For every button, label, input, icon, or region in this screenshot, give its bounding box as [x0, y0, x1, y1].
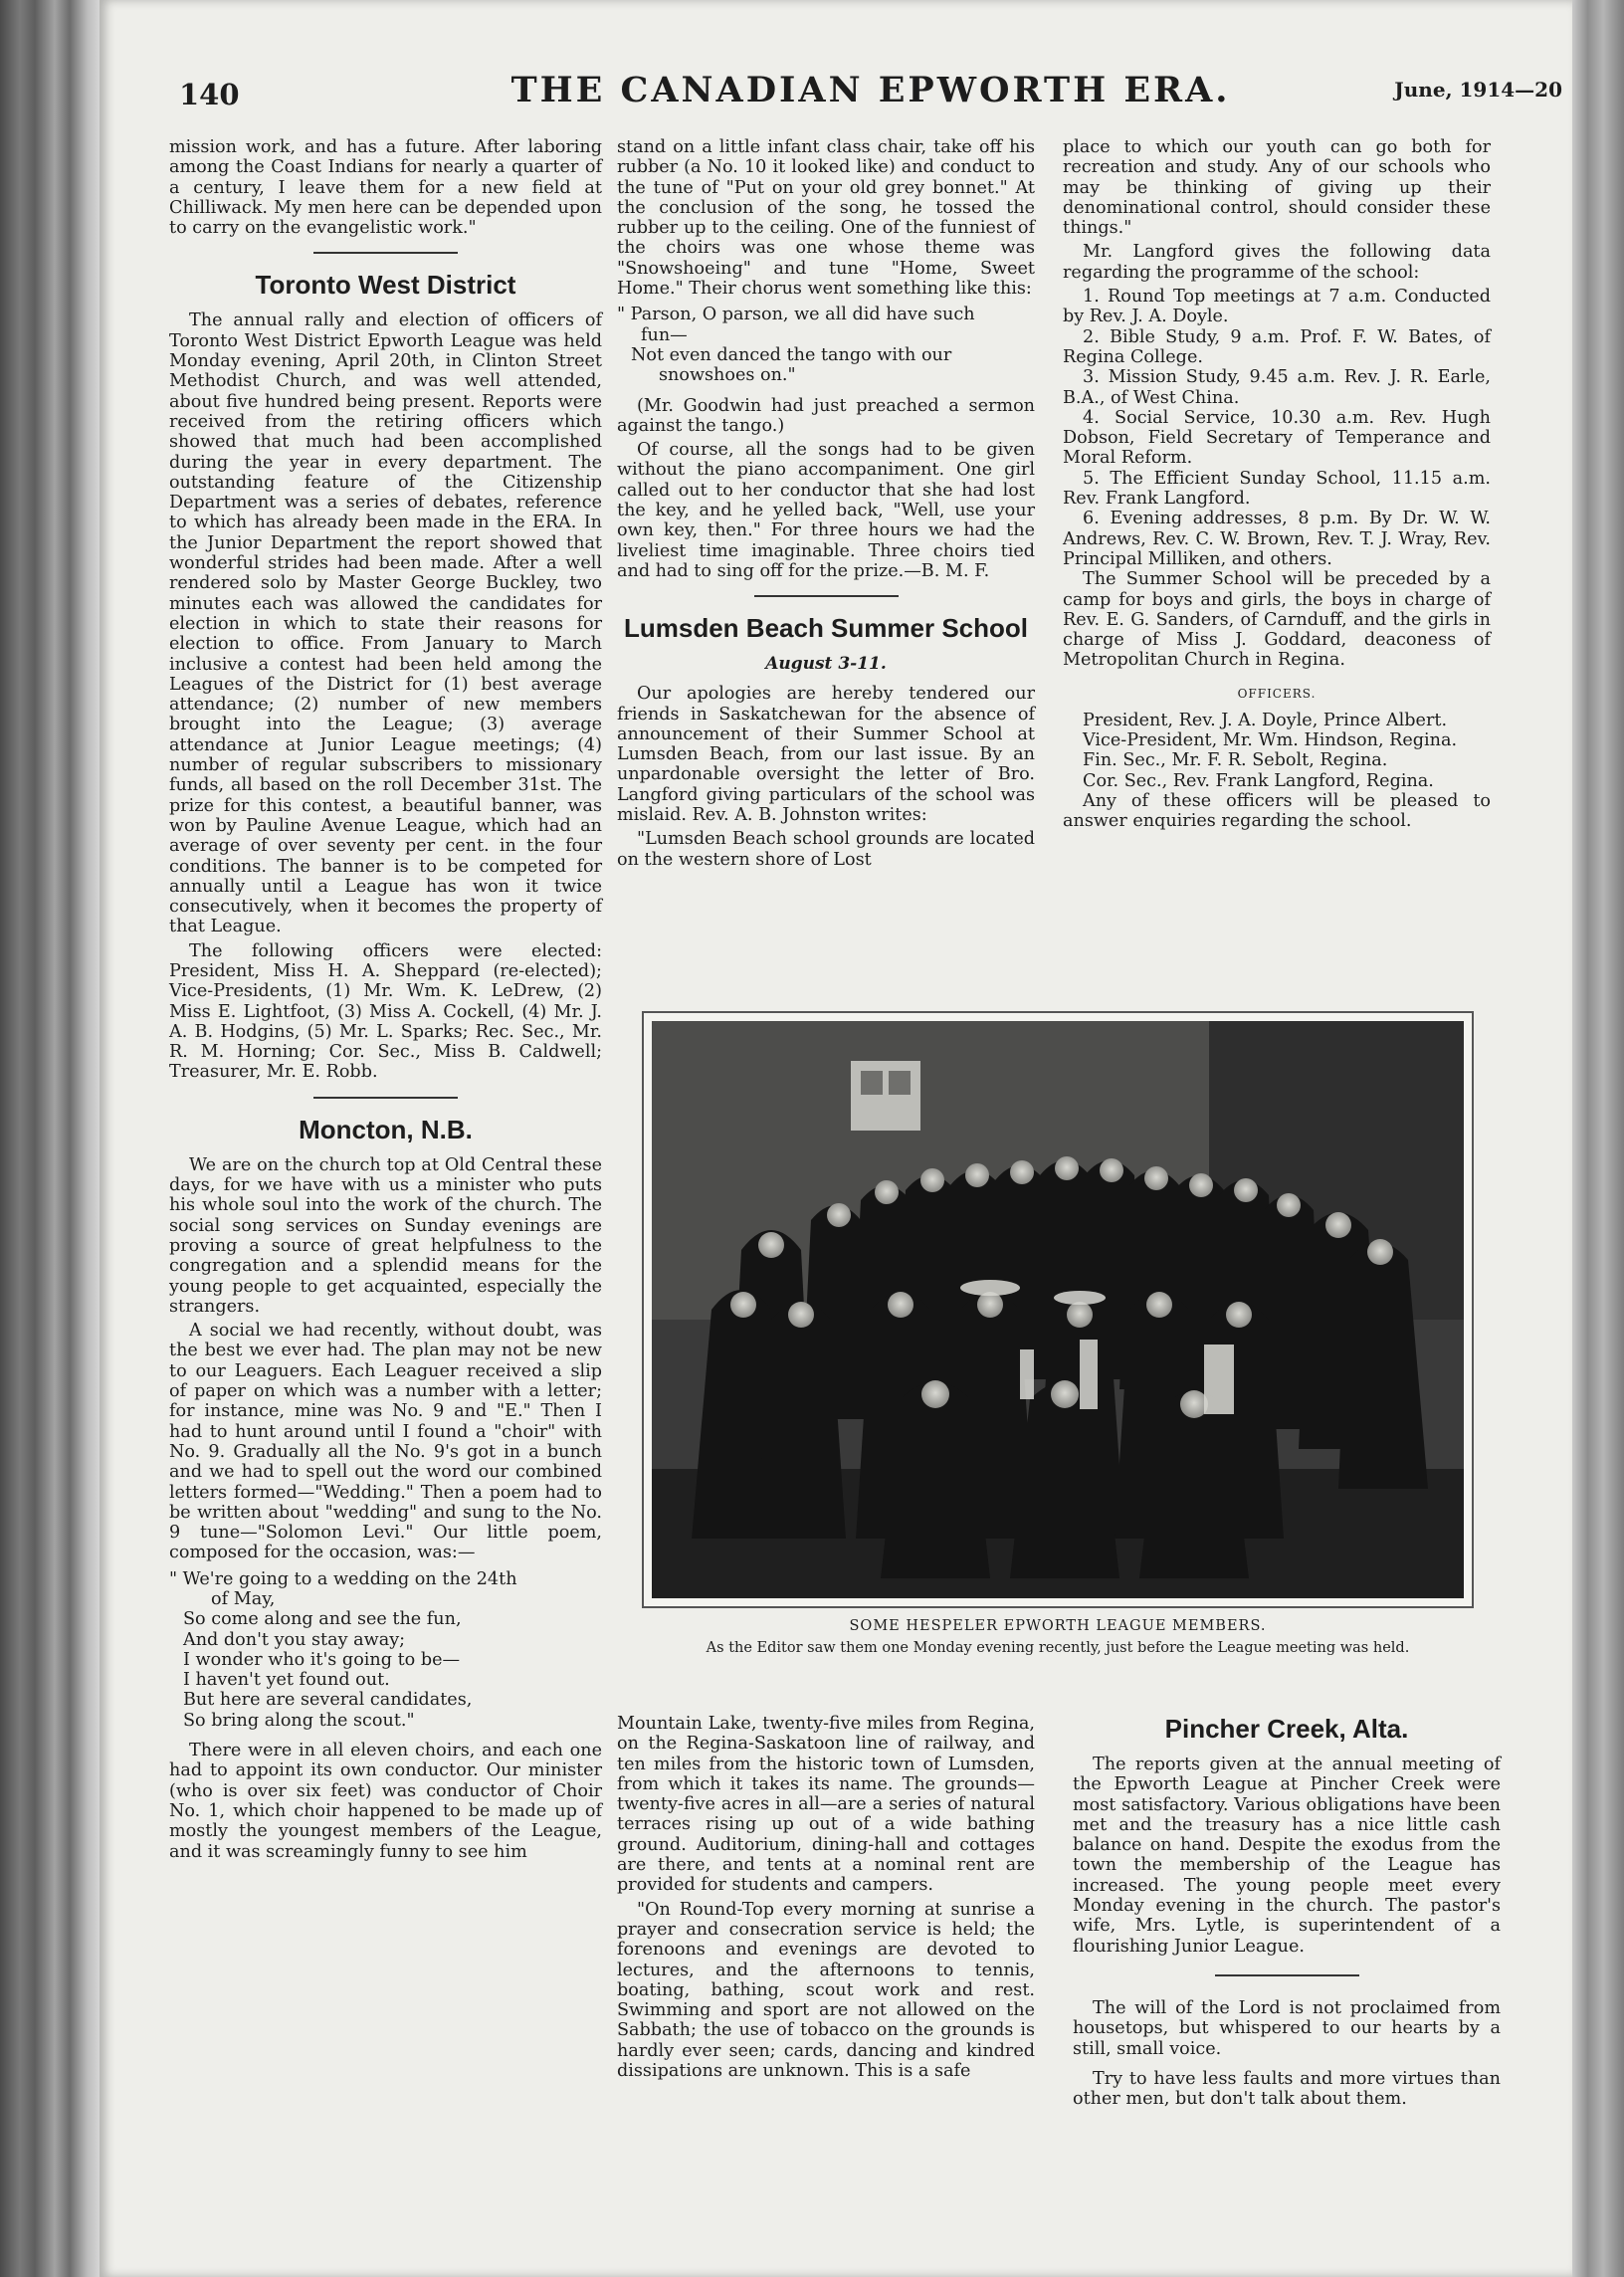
- paragraph: (Mr. Goodwin had just preached a sermon against the tango.): [617, 395, 1035, 436]
- section-title-lumsden: Lumsden Beach Summer School: [624, 613, 1028, 644]
- column-3-continued: [1073, 1714, 1501, 2113]
- officer-entry: President, Rev. J. A. Doyle, Prince Albert.: [1083, 710, 1448, 730]
- paragraph: We are on the church top at Old Central these days, for we have with us a minister who puts his whole soul into the work of the church. The social song services on Sunday evenings are proving a source of great helpfulness to the congregation and a splendid means for the young people to get acquainted, especially the strangers.: [169, 1154, 602, 1317]
- page-edge: [1572, 0, 1624, 2277]
- photo-caption: [642, 1618, 1474, 1656]
- officer-entry: Cor. Sec., Rev. Frank Langford, Regina.: [1083, 770, 1434, 791]
- poem-line: " We're going to a wedding on the 24th: [169, 1568, 517, 1589]
- group-photo-frame: [642, 1011, 1474, 1608]
- paragraph: The annual rally and election of officers of Toronto West District Epworth League was held Monday evening, April 20th, in Clinton Street Methodist Church, and was well attended, about five hundred being present. Reports were received from the retiring officers which showed that much had been accomplished during the year in every department. The outstanding feature of the Citizenship Department was a series of debates, reference to which has already been made in the ERA. In the Junior Department the report showed that wonderful strides had been made. After a well rendered solo by Master George Buckley, two minutes each was allowed the candidates for election in which to state their reasons for election to office. From January to March inclusive a contest had been held among the Leagues of the District for (1) best average attendance; (2) number of new members brought into the League; (3) average attendance at Junior League meetings; (4) number of regular subscribers to missionary funds, all based on the roll December 31st. The prize for this contest, a beautiful banner, was won by Pauline Avenue League, which had an average of over seventy per cent. in the four conditions. The banner is to be competed for annually until a League has won it twice consecutively, when it becomes the property of that League.: [169, 310, 602, 937]
- poem-line: of May,: [211, 1589, 276, 1609]
- section-title-toronto: Toronto West District: [255, 270, 516, 301]
- snowshoe-chorus: [617, 305, 1035, 385]
- programme-item: 5. The Efficient Sunday School, 11.15 a.m. Rev. Frank Langford.: [1063, 468, 1491, 510]
- chorus-line: fun—: [641, 324, 688, 345]
- section-divider: [754, 595, 899, 597]
- page-header: [179, 68, 1562, 117]
- chorus-line: snowshoes on.": [659, 365, 796, 386]
- paragraph: place to which our youth can go both for recreation and study. Any of our schools who may be thinking of giving up their denominational control, should consider these things.": [1063, 137, 1491, 239]
- column-2-continued: [617, 1714, 1035, 2085]
- magazine-page: [100, 0, 1572, 2277]
- paragraph: Our apologies are hereby tendered our friends in Saskatchewan for the absence of announcement of their Summer School at Lumsden Beach, from our last issue. By an unpardonable oversight the letter of Bro. Langford giving particulars of the school was mislaid. Rev. A. B. Johnston writes:: [617, 684, 1035, 826]
- group-photo-image: [652, 1021, 1464, 1598]
- poem-line: So come along and see the fun,: [183, 1609, 462, 1630]
- group-photo: [652, 1021, 1464, 1598]
- masthead-title: THE CANADIAN EPWORTH ERA.: [510, 70, 1231, 110]
- officer-entry: Vice-President, Mr. Wm. Hindson, Regina.: [1083, 730, 1458, 751]
- section-divider: [1215, 1974, 1359, 1976]
- section-divider: [313, 1097, 458, 1099]
- paragraph: The reports given at the annual meeting of the Epworth League at Pincher Creek were most satisfactory. Various obligations have been met and the treasury has a nice little cash balance on hand. Despite the exodus from the town the membership of the League has increased. The young people meet every Monday evening in the church. The pastor's wife, Mrs. Lytle, is superintendent of a flourishing Junior League.: [1073, 1755, 1501, 1957]
- chorus-line: " Parson, O parson, we all did have such: [617, 305, 975, 325]
- paragraph: Mr. Langford gives the following data regarding the programme of the school:: [1063, 242, 1491, 283]
- paragraph: Any of these officers will be pleased to answer enquiries regarding the school.: [1063, 790, 1491, 832]
- paragraph: "On Round-Top every morning at sunrise a prayer and consecration service is held; the forenoons and evenings are devoted to lectures, and the afternoons to tennis, boating, bathing, scout work and rest. Swimming and sport are not allowed on the Sabbath; the use of tobacco on the grounds is hardly ever seen; cards, dancing and kindred dissipations are unknown. This is a safe: [617, 1899, 1035, 2082]
- poem-line: I haven't yet found out.: [183, 1670, 390, 1691]
- section-title-moncton: Moncton, N.B.: [299, 1114, 473, 1144]
- caption-title: SOME HESPELER EPWORTH LEAGUE MEMBERS.: [849, 1618, 1267, 1634]
- paragraph: Of course, all the songs had to be given without the piano accompaniment. One girl called out to her conductor that she had lost the key, and he yelled back, "Well, use your own key, then." For three hours we had the liveliest time imaginable. Three choirs tied and had to sing off for the prize.—B. M. F.: [617, 440, 1035, 581]
- paragraph: The Summer School will be preceded by a camp for boys and girls, the boys in charge of Rev. E. G. Sanders, of Carnduff, and the girls in charge of Miss J. Goddard, deaconess of Metropolitan Church in Regina.: [1063, 569, 1491, 671]
- column-1: [169, 137, 602, 1866]
- chorus-line: Not even danced the tango with our: [631, 344, 952, 365]
- section-title-pincher: Pincher Creek, Alta.: [1164, 1714, 1409, 1744]
- section-date: August 3-11.: [765, 654, 887, 675]
- wedding-poem: [169, 1569, 602, 1731]
- poem-line: I wonder who it's going to be—: [183, 1649, 461, 1670]
- programme-item: 1. Round Top meetings at 7 a.m. Conducted by Rev. J. A. Doyle.: [1063, 287, 1491, 327]
- paragraph: A social we had recently, without doubt, was the best we ever had. The plan may not be new to our Leaguers. Each Leaguer received a slip of paper on which was a number with a letter; for instance, mine was No. 9 and "E." Then I had to hunt around until I found a "choir" with No. 9. Gradually all the No. 9's got in a bunch and we had to spell out the word our combined letters formed—"Wedding." Then a poem had to be written about "wedding" and sung to the No. 9 tune—"Solomon Levi." Our little poem, composed for the occasion, was:—: [169, 1321, 602, 1563]
- programme-item: 6. Evening addresses, 8 p.m. By Dr. W. W. Andrews, Rev. C. W. Brown, Rev. T. J. Wray, Rev. Principal Milliken, and others.: [1063, 509, 1491, 569]
- paragraph: "Lumsden Beach school grounds are located on the western shore of Lost: [617, 829, 1035, 870]
- column-3: [1063, 137, 1491, 836]
- section-divider: [313, 252, 458, 254]
- paragraph: mission work, and has a future. After laboring among the Coast Indians for nearly a quarter of a century, I leave them for a new field at Chilliwack. My men here can be depended upon to carry on the evangelistic work.": [169, 137, 602, 239]
- poem-line: So bring along the scout.": [183, 1710, 415, 1731]
- quote-paragraph: The will of the Lord is not proclaimed from housetops, but whispered to our hearts by a still, small voice.: [1073, 1997, 1501, 2059]
- page-number: 140: [179, 78, 240, 111]
- column-2: [617, 137, 1035, 874]
- caption-subtitle: As the Editor saw them one Monday evening recently, just before the League meeting was held.: [706, 1640, 1410, 1656]
- paragraph: stand on a little infant class chair, take off his rubber (a No. 10 it looked like) and conduct to the tune of "Put on your old grey bonnet." At the conclusion of the song, he tossed the rubber up to the ceiling. One of the funniest of the choirs was one whose theme was "Snowshoeing" and tune "Home, Sweet Home." Their chorus went something like this:: [617, 137, 1035, 300]
- programme-item: 4. Social Service, 10.30 a.m. Rev. Hugh Dobson, Field Secretary of Temperance and Moral Reform.: [1063, 407, 1491, 469]
- paragraph: Mountain Lake, twenty-five miles from Regina, on the Regina-Saskatoon line of railway, and ten miles from the historic town of Lumsden, from which it takes its name. The grounds—twenty-five acres in all—are a series of natural terraces rising up out of a wide bathing ground. Auditorium, dining-hall and cottages are there, and tents at a nominal rent are provided for students and campers.: [617, 1714, 1035, 1896]
- quote-paragraph: Try to have less faults and more virtues than other men, but don't talk about them.: [1073, 2068, 1501, 2110]
- officer-entry: Fin. Sec., Mr. F. R. Sebolt, Regina.: [1083, 750, 1388, 771]
- programme-item: 2. Bible Study, 9 a.m. Prof. F. W. Bates, of Regina College.: [1063, 326, 1491, 367]
- poem-line: And don't you stay away;: [183, 1629, 406, 1650]
- poem-line: But here are several candidates,: [183, 1690, 473, 1711]
- programme-item: 3. Mission Study, 9.45 a.m. Rev. J. R. Earle, B.A., of West China.: [1063, 367, 1491, 408]
- officers-heading: OFFICERS.: [1237, 686, 1317, 701]
- paragraph: There were in all eleven choirs, and each one had to appoint its own conductor. Our minister (who is over six feet) was conductor of Choir No. 1, which choir happened to be made up of mostly the youngest members of the League, and it was screamingly funny to see him: [169, 1741, 602, 1862]
- book-binding: [0, 0, 100, 2277]
- paragraph: The following officers were elected: President, Miss H. A. Sheppard (re-elected); Vice-Presidents, (1) Mr. Wm. K. LeDrew, (2) Miss E. Lightfoot, (3) Miss A. Cockell, (4) Mr. J. A. B. Hodgins, (5) Mr. L. Sparks; Rec. Sec., Mr. R. M. Horning; Cor. Sec., Miss B. Caldwell; Treasurer, Mr. E. Robb.: [169, 940, 602, 1083]
- issue-date: June, 1914—20: [1394, 78, 1562, 102]
